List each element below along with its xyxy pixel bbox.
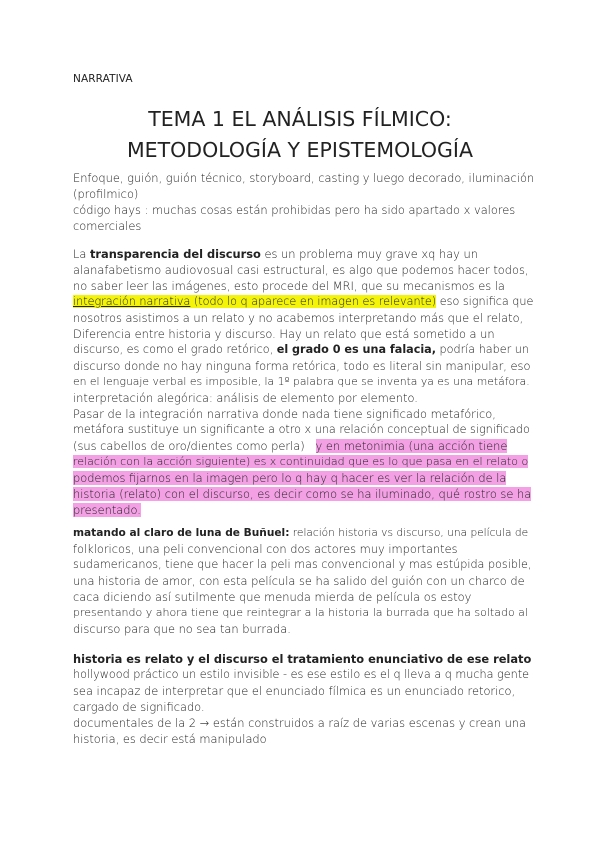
paragraph-line: en el lenguaje verbal es imposible, la 1º palabra que se inventa ya es una metáfora. bbox=[73, 375, 530, 388]
paragraph-line: interpretación alegórica: análisis de elemento por elemento. bbox=[73, 391, 418, 405]
paragraph-line bbox=[73, 294, 533, 310]
paragraph-line bbox=[73, 246, 533, 262]
pink-highlight: presentado. bbox=[73, 503, 141, 517]
bold-term: el grado 0 es una falacia, bbox=[276, 343, 436, 356]
bold-term: historia es relato y el discurso el tratamiento enunciativo de ese relato bbox=[73, 652, 532, 666]
yellow-highlight bbox=[73, 295, 436, 308]
title-line-1: TEMA 1 EL ANÁLISIS FÍLMICO: bbox=[148, 107, 452, 131]
paragraph-line: discurso para que no sea tan burrada. bbox=[73, 622, 291, 636]
paragraph-line: Diferencia entre historia y discurso. Hay un relato que está sometido a un bbox=[73, 327, 495, 341]
paragraph-line: una historia de amor, con esta película se ha salido del guión con un charco de bbox=[73, 574, 525, 588]
intro-block bbox=[73, 170, 533, 234]
intro-line: (profilmico) bbox=[73, 187, 139, 201]
pink-highlight: y en metonimia (una acción tiene bbox=[315, 439, 508, 453]
paragraph-line: metáfora sustituye un significante a otro x una relación conceptual de significado bbox=[73, 423, 530, 436]
title-line-2: METODOLOGÍA Y EPISTEMOLOGÍA bbox=[126, 138, 473, 162]
paragraph-line bbox=[73, 454, 533, 470]
text-run: La bbox=[73, 247, 90, 261]
paragraph-line bbox=[73, 438, 533, 454]
document-header: NARRATIVA bbox=[73, 73, 133, 85]
text-run: podría haber un bbox=[435, 343, 529, 356]
pink-highlight: historia (relato) con el discurso, es decir como se ha iluminado, qué rostro se ha bbox=[73, 487, 532, 501]
intro-line: comerciales bbox=[73, 219, 142, 233]
paragraph-line: nosotros asistimos a un relato y no acabemos interpretando más que el relato, bbox=[73, 311, 524, 325]
paragraph-line bbox=[73, 470, 533, 486]
paragraph-line: historia, es decir está manipulado bbox=[73, 732, 267, 746]
paragraph-line: sudamericanos, tiene que hacer la peli mas convencional y mas estúpida posible, bbox=[73, 558, 532, 571]
pink-highlight: relación con la acción siguiente) es x continuidad que es lo que pasa en el relato o bbox=[73, 455, 529, 468]
bold-term: matando al claro de luna de Buñuel: bbox=[73, 527, 290, 539]
paragraph-line: hollywood práctico un estilo invisible - es ese estilo es el q lleva a q mucha gente bbox=[73, 668, 529, 681]
text-run: (sus cabellos de oro/dientes como perla) bbox=[73, 439, 316, 453]
paragraph-line: Pasar de la integración narrativa donde nada tiene significado metafórico, bbox=[73, 407, 496, 421]
paragraph-line: documentales de la 2 → están construidos a raíz de varias escenas y crean una bbox=[73, 716, 526, 730]
text-run: relación historia vs discurso, una película de bbox=[289, 527, 529, 539]
document-title bbox=[40, 104, 560, 166]
text-run: (todo lo q aparece en imagen es relevante) bbox=[190, 295, 437, 308]
paragraph-line: presentando y ahora tiene que reintegrar a la historia la burrada que ha soltado al bbox=[73, 606, 528, 619]
paragraph-line bbox=[73, 651, 533, 667]
paragraph-line: caca diciendo así sutilmente que menuda mierda de película os estoy bbox=[73, 590, 472, 604]
paragraph-historia-relato bbox=[73, 651, 533, 747]
paragraph-line: alanafabetismo audiovosual casi estructural, es algo que podemos hacer todos, bbox=[73, 263, 529, 277]
pink-highlight: podemos fijarnos en la imagen pero lo q hay q hacer es ver la relación de la bbox=[73, 471, 507, 485]
text-run: discurso, es como el grado retórico, bbox=[73, 343, 277, 356]
underlined-term: integración narrativa bbox=[73, 295, 191, 308]
paragraph-line bbox=[73, 486, 533, 502]
paragraph-line: folkloricos, una peli convencional con dos actores muy importantes bbox=[73, 542, 458, 556]
paragraph-line: sea incapaz de interpretar que el enunciado fílmica es un enunciado retorico, bbox=[73, 684, 516, 698]
paragraph-line: cargado de significado. bbox=[73, 700, 205, 714]
text-run: es un problema muy grave xq hay un bbox=[260, 247, 478, 261]
paragraph-transparency bbox=[73, 246, 533, 518]
intro-line: Enfoque, guión, guión técnico, storyboard, casting y luego decorado, iluminación bbox=[73, 171, 535, 185]
paragraph-line bbox=[73, 342, 533, 358]
paragraph-bunuel bbox=[73, 525, 533, 637]
text-run: eso significa que bbox=[436, 295, 534, 308]
paragraph-line: discurso donde no hay ninguna forma retórica, todo es literal sin manipular, eso bbox=[73, 359, 531, 373]
paragraph-line bbox=[73, 525, 533, 541]
paragraph-line: no saber leer las imágenes, esto procede del MRI, que su mecanismos es la bbox=[73, 279, 505, 293]
paragraph-line bbox=[73, 502, 533, 518]
intro-line: código hays : muchas cosas están prohibidas pero ha sido apartado x valores bbox=[73, 203, 516, 217]
bold-term: transparencia del discurso bbox=[89, 247, 261, 261]
